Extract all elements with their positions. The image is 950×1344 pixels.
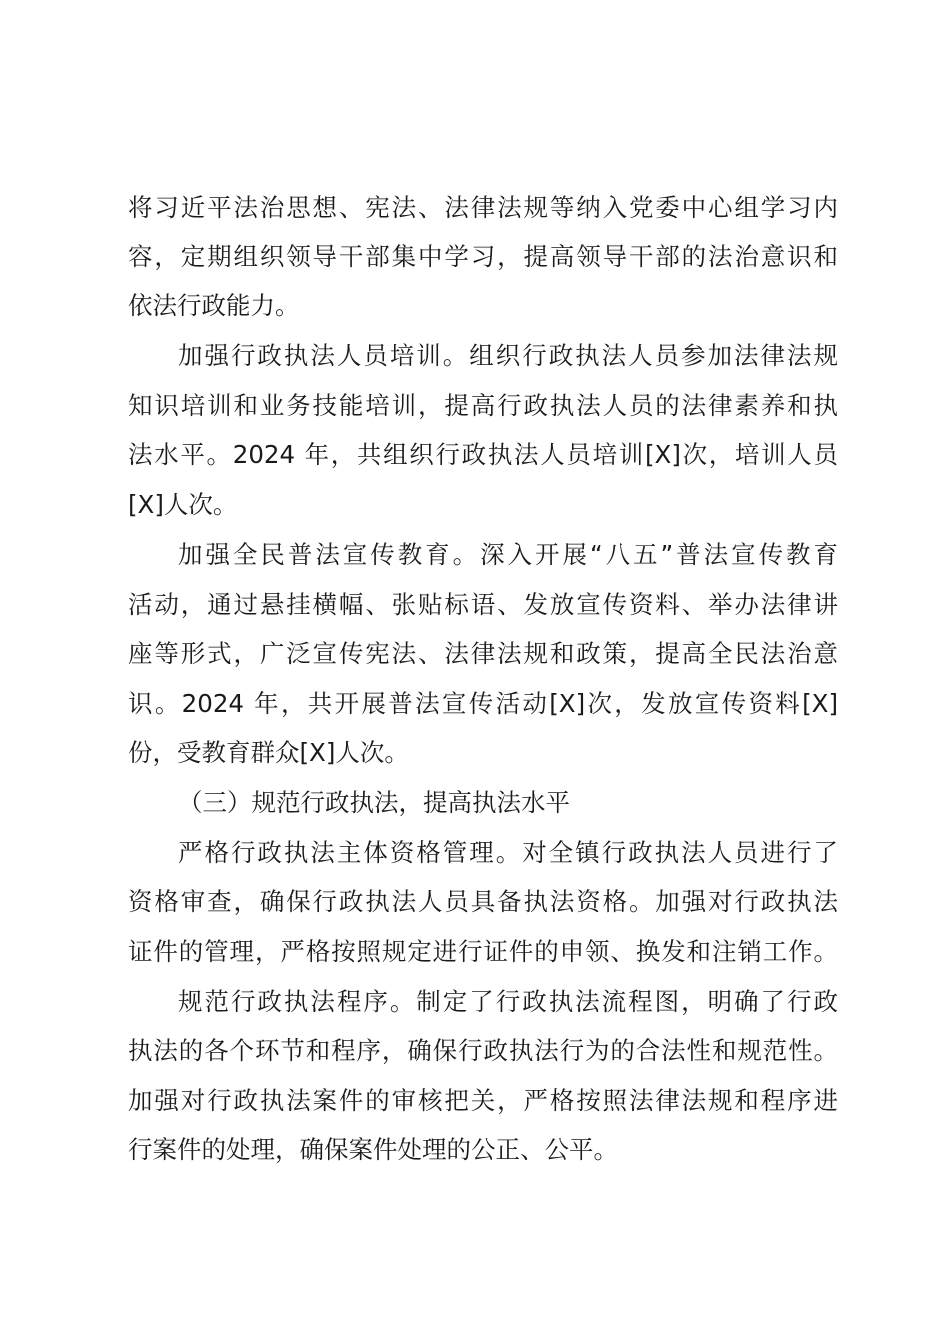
paragraph-line: 将习近平法治思想、宪法、法律法规等纳入党委中心组学习内: [128, 193, 838, 222]
paragraph-line: 证件的管理，严格按照规定进行证件的申领、换发和注销工作。: [128, 937, 838, 966]
paragraph-line: 依法行政能力。: [128, 291, 300, 320]
section-heading: （三）规范行政执法，提高执法水平: [178, 788, 570, 817]
paragraph-line: 加强全民普法宣传教育。深入开展“八五”普法宣传教育: [178, 540, 838, 569]
paragraph-line: 资格审查，确保行政执法人员具备执法资格。加强对行政执法: [128, 887, 838, 916]
paragraph-line: 知识培训和业务技能培训，提高行政执法人员的法律素养和执: [128, 391, 838, 420]
paragraph-line: 识。2024 年，共开展普法宣传活动[X]次，发放宣传资料[X]: [128, 689, 838, 718]
paragraph-line: 行案件的处理，确保案件处理的公正、公平。: [128, 1135, 618, 1164]
paragraph-line: [X]人次。: [128, 490, 238, 519]
paragraph-line: 活动，通过悬挂横幅、张贴标语、发放宣传资料、举办法律讲: [128, 590, 838, 619]
paragraph-line: 执法的各个环节和程序，确保行政执法行为的合法性和规范性。: [128, 1036, 838, 1065]
paragraph-line: 座等形式，广泛宣传宪法、法律法规和政策，提高全民法治意: [128, 639, 838, 668]
paragraph-line: 容，定期组织领导干部集中学习，提高领导干部的法治意识和: [128, 242, 838, 271]
paragraph-line: 份，受教育群众[X]人次。: [128, 738, 409, 767]
paragraph-line: 规范行政执法程序。制定了行政执法流程图，明确了行政: [178, 987, 838, 1016]
paragraph-line: 加强对行政执法案件的审核把关，严格按照法律法规和程序进: [128, 1086, 838, 1115]
paragraph-line: 严格行政执法主体资格管理。对全镇行政执法人员进行了: [178, 838, 838, 867]
paragraph-line: 加强行政执法人员培训。组织行政执法人员参加法律法规: [178, 341, 838, 370]
paragraph-line: 法水平。2024 年，共组织行政执法人员培训[X]次，培训人员: [128, 440, 838, 469]
